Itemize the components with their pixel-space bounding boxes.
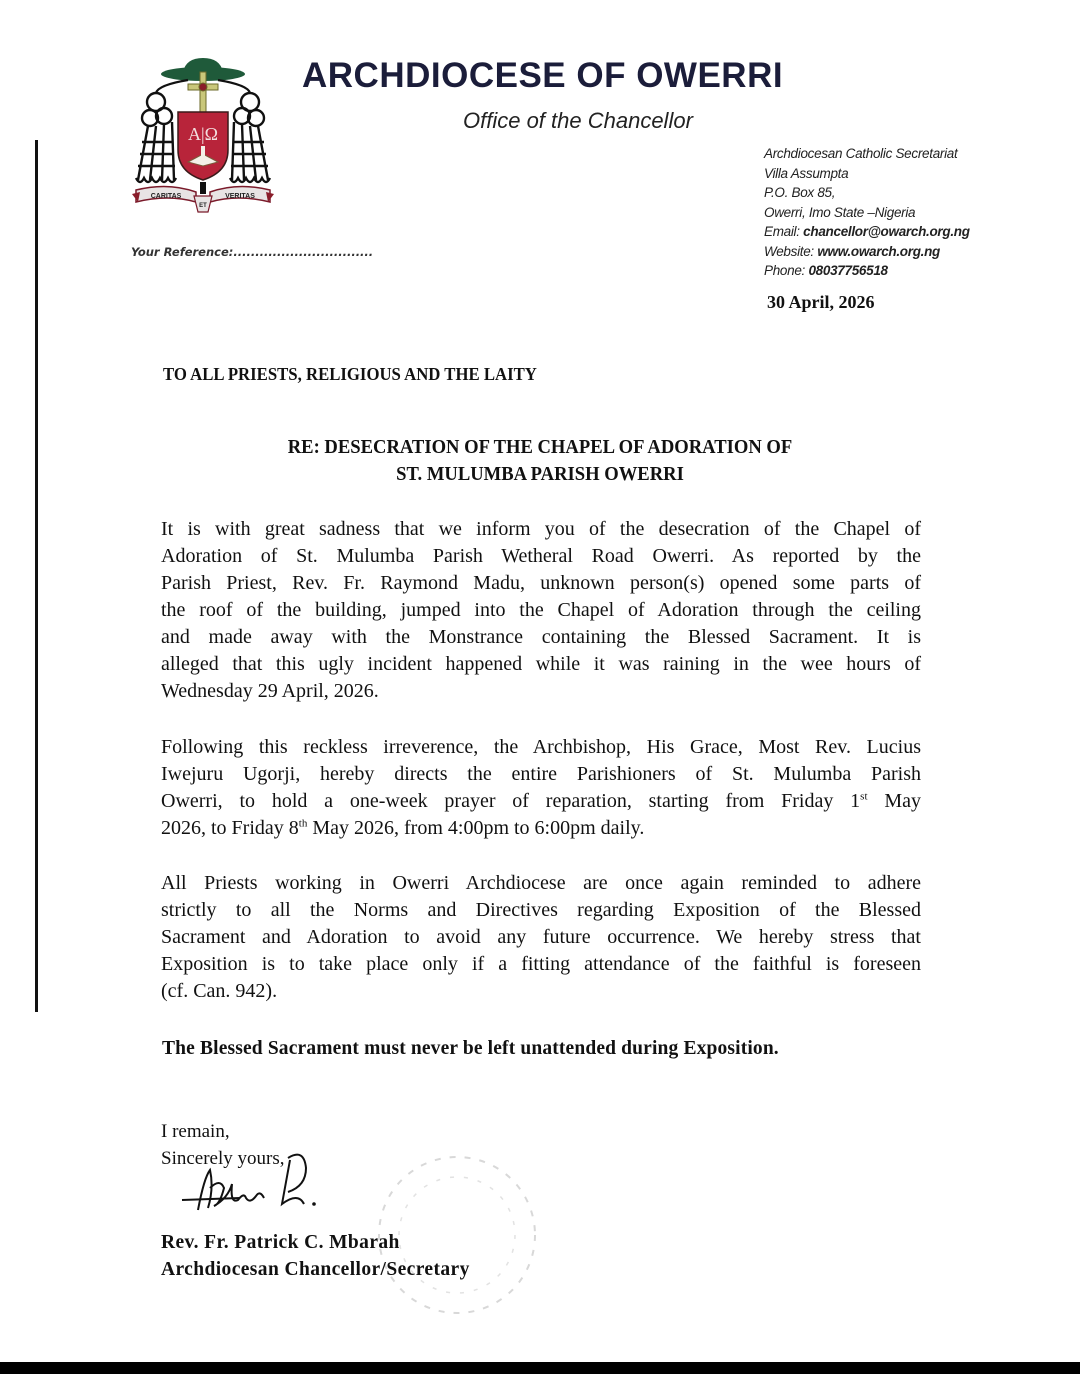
phone-line [764, 261, 970, 281]
letter-date: 30 April, 2026 [767, 292, 875, 312]
subject-line-1: RE: DESECRATION OF THE CHAPEL OF ADORATION OF [287, 436, 793, 458]
paragraph-line: Parish Priest, Rev. Fr. Raymond Madu, unknown person(s) opened some parts of [161, 572, 921, 594]
signatory-title: Archdiocesan Chancellor/Secretary [161, 1259, 470, 1280]
ordinal-suffix: st [860, 790, 868, 803]
office-subtitle: Office of the Chancellor [463, 108, 693, 133]
text-fragment: May [867, 790, 921, 812]
email-address[interactable]: chancellor@owarch.org.ng [803, 224, 970, 239]
emphasis-statement: The Blessed Sacrament must never be left unattended during Exposition. [162, 1038, 779, 1059]
scan-margin-line [35, 140, 38, 1012]
crest-hat-crown [183, 58, 223, 72]
paragraph-line: Wednesday 29 April, 2026. [161, 680, 379, 702]
your-reference: Your Reference:................................ [131, 245, 374, 259]
paragraph-line: Iwejuru Ugorji, hereby directs the entire Parishioners of St. Mulumba Parish [161, 763, 921, 785]
paragraph-line: and made away with the Monstrance containing the Blessed Sacrament. It is [161, 626, 921, 648]
address-line: Villa Assumpta [764, 165, 849, 181]
paragraph-line: Following this reckless irreverence, the Archbishop, His Grace, Most Rev. Lucius [161, 736, 921, 758]
paragraph-line [161, 817, 921, 844]
crest-motto-caritas: CARITAS [150, 193, 182, 200]
address-line: P.O. Box 85, [764, 185, 836, 200]
screen-bottom-bar [0, 1362, 1080, 1374]
paragraph-line: the roof of the building, jumped into the Chapel of Adoration through the ceiling [161, 599, 921, 621]
paragraph-line: alleged that this ugly incident happened while it was raining in the wee hours of [161, 653, 921, 675]
phone-number: 08037756518 [808, 263, 888, 278]
archdiocese-crest-logo [128, 50, 278, 220]
email-line [764, 222, 970, 242]
paragraph-line: strictly to all the Norms and Directives regarding Exposition of the Blessed [161, 899, 921, 921]
paragraph-line: Exposition is to take place only if a fitting attendance of the faithful is foreseen [161, 953, 921, 975]
crest-motto-ribbon [132, 182, 274, 212]
website-url[interactable]: www.owarch.org.ng [817, 243, 940, 259]
phone-label: Phone: [764, 263, 809, 278]
address-line: Owerri, Imo State –Nigeria [764, 204, 916, 220]
handwritten-signature [180, 1148, 350, 1218]
crest-alpha-omega: A|Ω [188, 124, 218, 144]
website-line [764, 242, 970, 262]
crest-motto-et: ET [199, 203, 207, 209]
closing-sincerely: Sincerely yours, [161, 1148, 285, 1169]
text-fragment: Owerri, to hold a one-week prayer of reparation, starting from Friday 1 [161, 790, 861, 812]
website-label: Website: [764, 243, 818, 259]
address-block [764, 144, 970, 281]
organization-name: ARCHDIOCESE OF OWERRI [302, 56, 784, 95]
signatory-name: Rev. Fr. Patrick C. Mbarah [161, 1232, 400, 1253]
paragraph-line: It is with great sadness that we inform you of the desecration of the Chapel of [161, 518, 921, 540]
paragraph-line: Sacrament and Adoration to avoid any future occurrence. We hereby stress that [161, 926, 921, 948]
email-label: Email: [764, 224, 804, 239]
address-line: Archdiocesan Catholic Secretariat [764, 146, 958, 161]
paragraph-line: All Priests working in Owerri Archdiocese are once again reminded to adhere [161, 872, 921, 894]
text-fragment: 2026, to Friday 8 [161, 817, 299, 839]
paragraph-line: Adoration of St. Mulumba Parish Wetheral Road Owerri. As reported by the [161, 545, 921, 567]
paragraph-line [161, 790, 921, 817]
ordinal-suffix: th [298, 817, 308, 830]
text-fragment: May 2026, from 4:00pm to 6:00pm daily. [307, 817, 645, 839]
closing-remain: I remain, [161, 1121, 230, 1142]
crest-motto-veritas: VERITAS [225, 193, 255, 200]
subject-line-2: ST. MULUMBA PARISH OWERRI [396, 463, 684, 485]
paragraph-line: (cf. Can. 942). [161, 980, 278, 1002]
addressee: TO ALL PRIESTS, RELIGIOUS AND THE LAITY [163, 364, 537, 384]
